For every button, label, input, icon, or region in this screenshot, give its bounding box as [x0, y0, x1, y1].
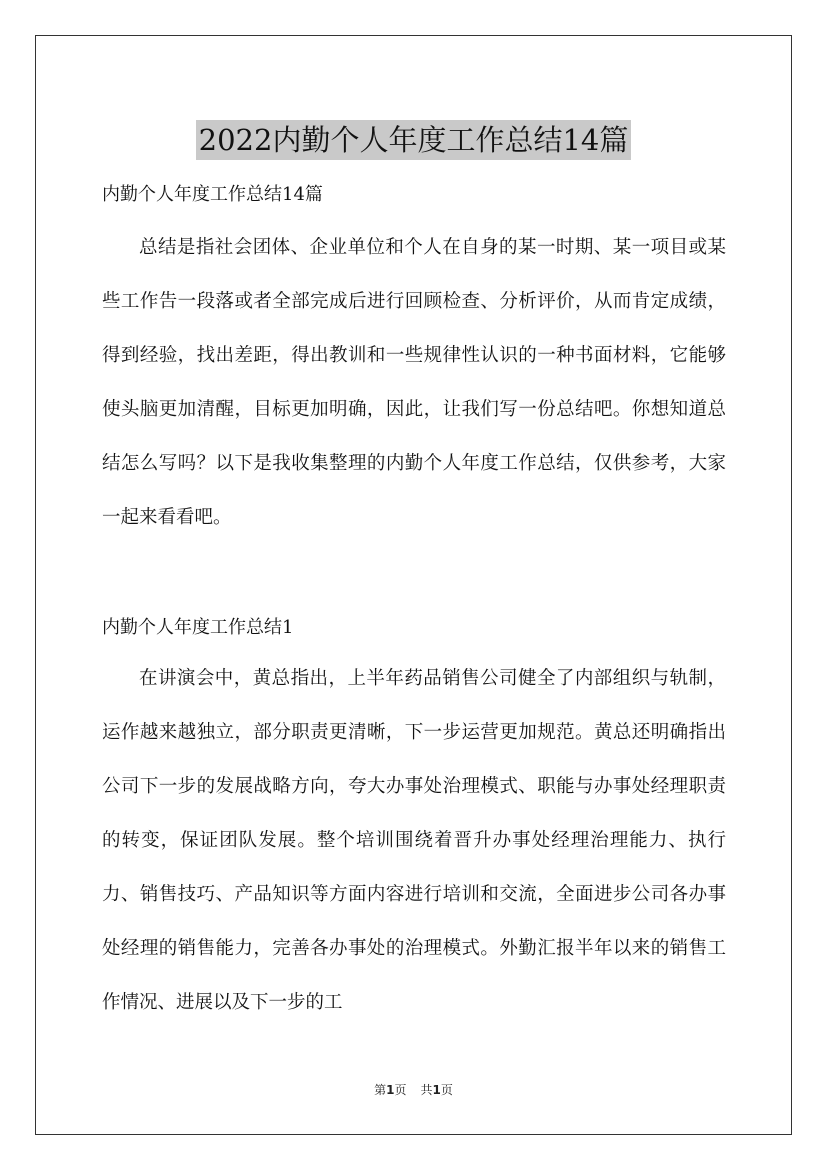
document-title: 2022内勤个人年度工作总结14篇 [196, 120, 632, 160]
title-container [0, 101, 827, 180]
total-suffix: 页 [440, 1083, 453, 1097]
intro-paragraph: 总结是指社会团体、企业单位和个人在自身的某一时期、某一项目或某些工作告一段落或者全部完成后进行回顾检查、分析评价，从而肯定成绩，得到经验，找出差距，得出教训和一些规律性认识的一种书面材料，它能够使头脑更加清醒，目标更加明确，因此，让我们写一份总结吧。你想知道总结怎么写吗？以下是我收集整理的内勤个人年度工作总结，仅供参考，大家一起来看看吧。 [102, 237, 726, 528]
section-paragraph-1: 在讲演会中，黄总指出，上半年药品销售公司健全了内部组织与轨制，运作越来越独立，部分职责更清晰，下一步运营更加规范。黄总还明确指出公司下一步的发展战略方向，夸大办事处治理模式、职能与办事处经理职责的转变，保证团队发展。整个培训围绕着晋升办事处经理治理能力、执行力、销售技巧、产品知识等方面内容进行培训和交流，全面进步公司各办事处经理的销售能力，完善各办事处的治理模式。外勤汇报半年以来的销售工作情况、进展以及下一步的工 [102, 668, 726, 1013]
page-footer [0, 1082, 827, 1098]
page-prefix: 第 [374, 1083, 387, 1097]
document-subtitle: 内勤个人年度工作总结14篇 [102, 184, 323, 205]
page-current: 1 [386, 1083, 395, 1097]
page-total: 1 [432, 1083, 441, 1097]
page-suffix: 页 [394, 1083, 407, 1097]
total-prefix: 共 [420, 1083, 433, 1097]
section-heading-1: 内勤个人年度工作总结1 [102, 617, 294, 638]
